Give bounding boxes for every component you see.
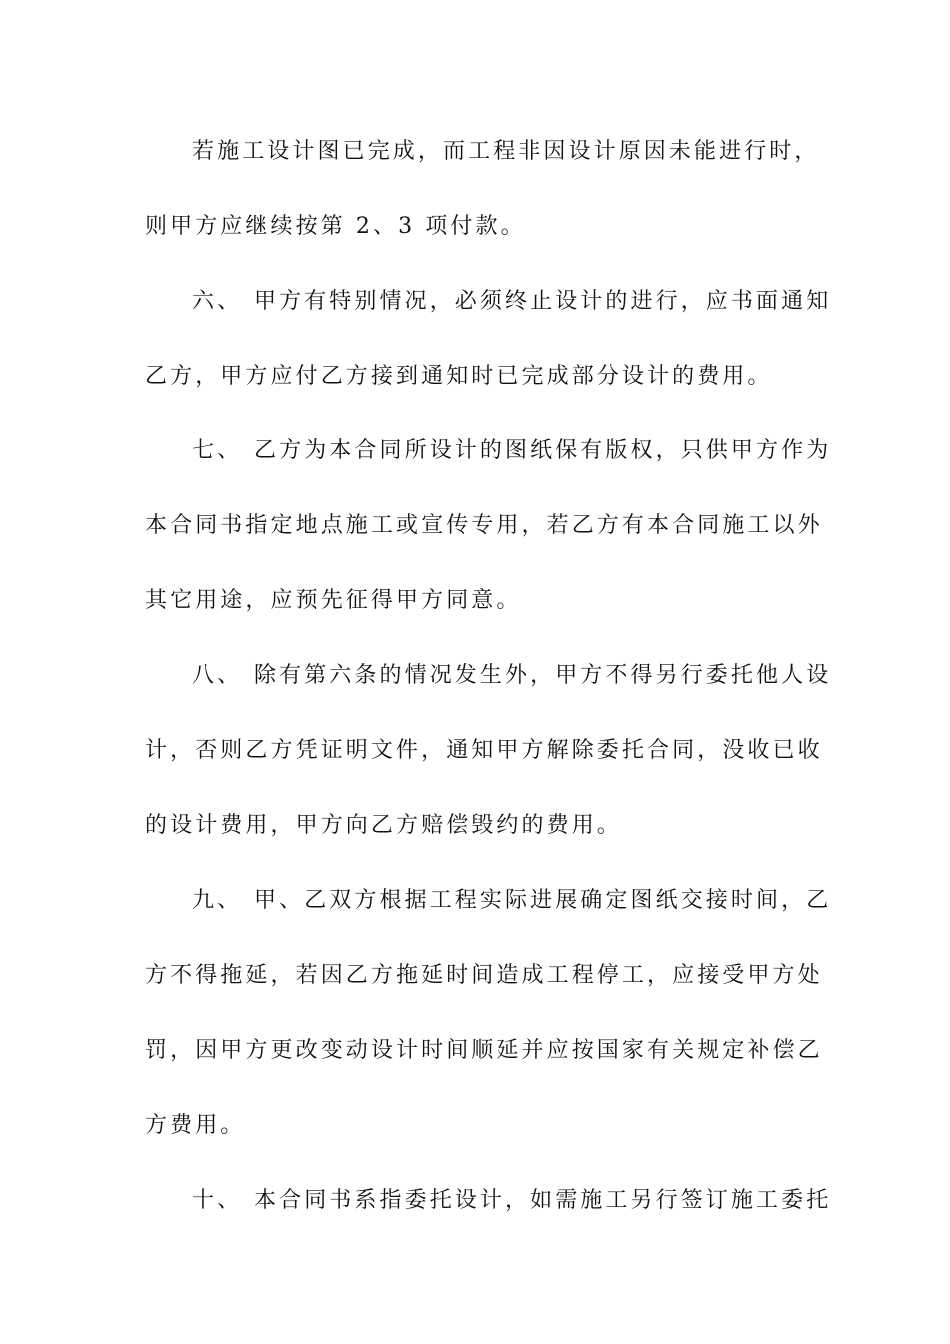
paragraph-text: 除有第六条的情况发生外，甲方不得另行委托他人设 [254,663,832,688]
clause-eight-first-line [192,661,832,691]
paragraph-text: 计，否则乙方凭证明文件，通知甲方解除委托合同，没收已收 [145,738,823,763]
paragraph-text: 甲方有特别情况，必须终止设计的进行，应书面通知 [254,289,832,314]
paragraph-line [145,586,810,616]
clause-ten-first-line [192,1186,832,1216]
paragraph-line [145,362,810,392]
paragraph-line [145,961,823,991]
paragraph-text: 若施工设计图已完成，而工程非因设计原因未能进行时， [192,139,820,164]
clause-nine-first-line [192,886,832,916]
clause-number: 九、 [192,888,243,913]
clause-number: 十、 [192,1188,243,1213]
paragraph-line [192,137,820,167]
paragraph-text: 本合同书系指委托设计，如需施工另行签订施工委托 [254,1188,832,1213]
paragraph-text: 方不得拖延，若因乙方拖延时间造成工程停工，应接受甲方处 [145,963,823,988]
paragraph-line [145,811,810,841]
clause-seven-first-line [192,436,832,466]
paragraph-text: 其它用途，应预先征得甲方同意。 [145,588,522,613]
paragraph-line [145,736,823,766]
paragraph-text: 罚，因甲方更改变动设计时间顺延并应按国家有关规定补偿乙 [145,1038,823,1063]
clause-six-first-line [192,287,832,317]
paragraph-text: 方费用。 [145,1113,246,1138]
paragraph-text: 的设计费用，甲方向乙方赔偿毁约的费用。 [145,813,622,838]
paragraph-line [145,1111,810,1141]
paragraph-line [145,511,823,541]
paragraph-text: 本合同书指定地点施工或宣传专用，若乙方有本合同施工以外 [145,513,823,538]
paragraph-text: 乙方为本合同所设计的图纸保有版权，只供甲方作为 [254,438,832,463]
clause-number: 八、 [192,663,243,688]
clause-number: 六、 [192,289,243,314]
paragraph-text: 甲、乙双方根据工程实际进展确定图纸交接时间，乙 [254,888,832,913]
paragraph-text: 则甲方应继续按第 2、3 项付款。 [145,214,526,239]
paragraph-line [145,212,810,242]
paragraph-line [145,1036,823,1066]
clause-number: 七、 [192,438,243,463]
paragraph-text: 乙方，甲方应付乙方接到通知时已完成部分设计的费用。 [145,364,773,389]
